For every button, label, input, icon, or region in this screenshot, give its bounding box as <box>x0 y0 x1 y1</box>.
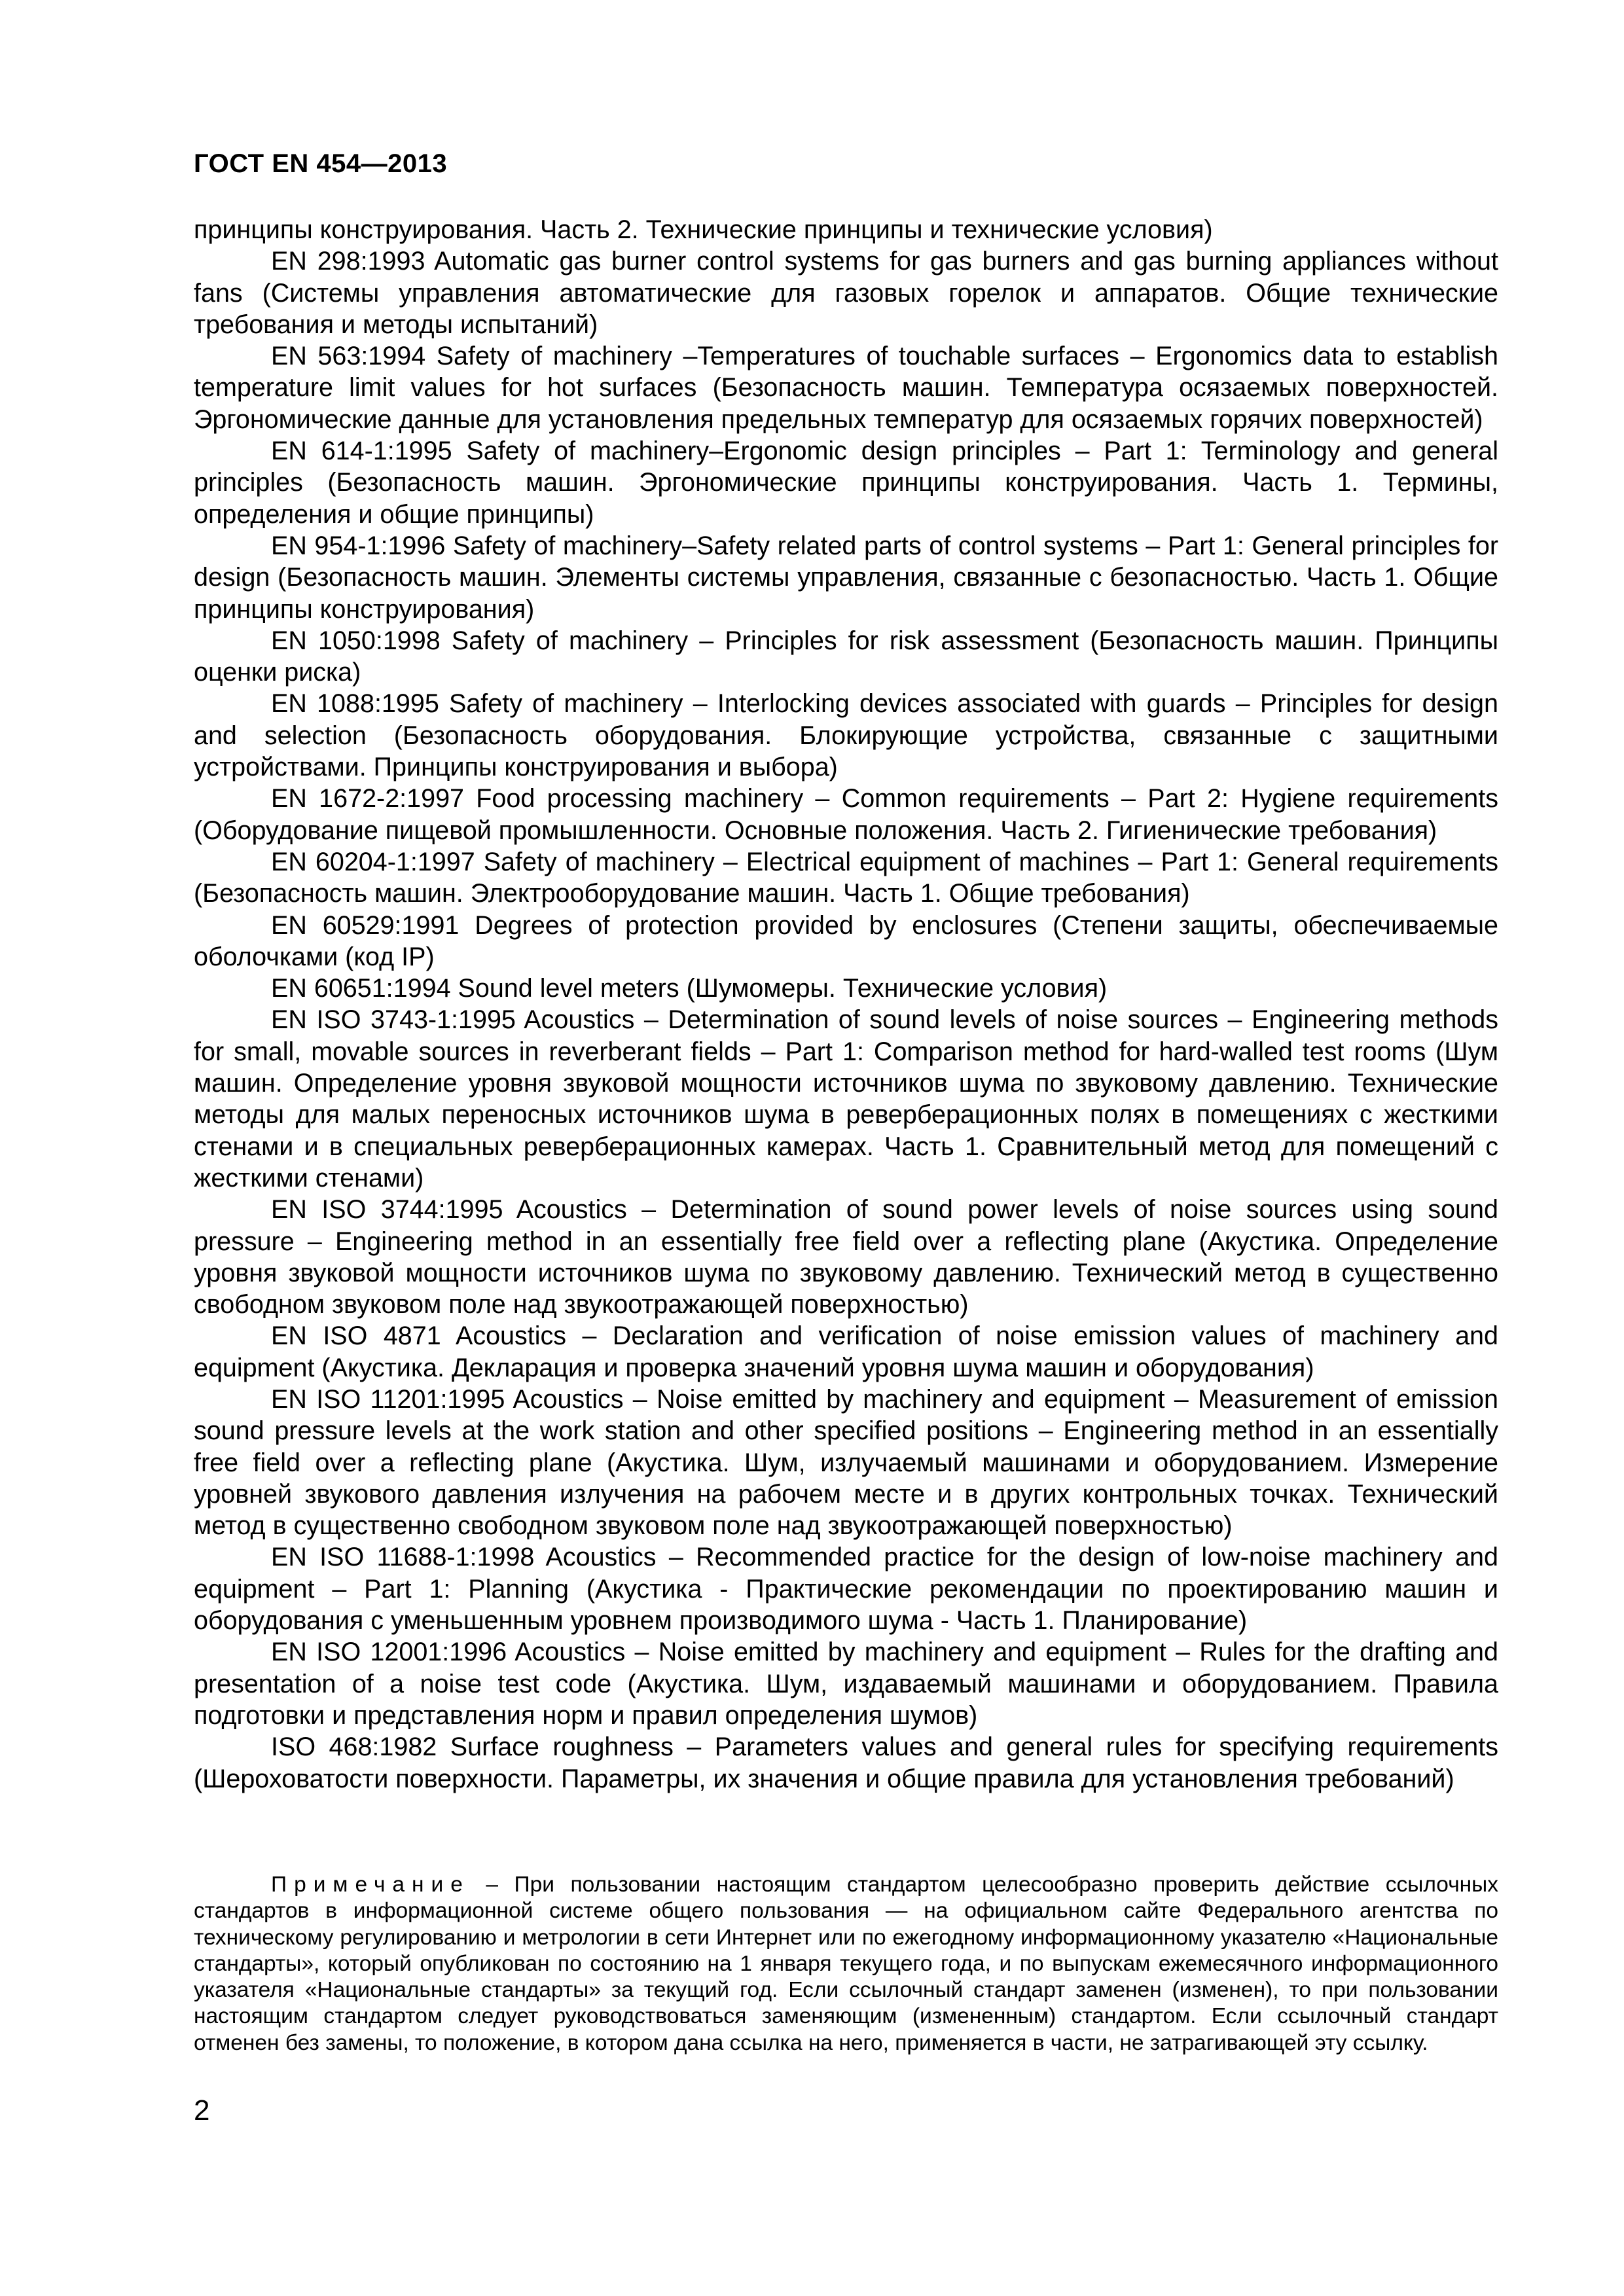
reference-en-iso-12001: EN ISO 12001:1996 Acoustics – Noise emitted by machinery and equipment – Rules for the drafting and presentation of a noise test code (Акустика. Шум, издаваемый машинами и оборудованием. Правила подготовки и представления норм и правил определения шумов) <box>194 1638 1498 1730</box>
note-paragraph <box>194 1872 1498 2056</box>
reference-en-iso-11688-1: EN ISO 11688-1:1998 Acoustics – Recommended practice for the design of low-noise machinery and equipment – Part 1: Planning (Акустика - Практические рекомендации по проектированию машин и оборудования с уменьшенным уровнем производимого шума - Часть 1. Планирование) <box>194 1543 1498 1636</box>
document-header: ГОСТ EN 454—2013 <box>194 149 448 178</box>
page-number: 2 <box>194 2094 210 2126</box>
reference-en-60651: EN 60651:1994 Sound level meters (Шумомеры. Технические условия) <box>271 974 1108 1003</box>
reference-en-iso-3743-1: EN ISO 3743-1:1995 Acoustics – Determination of sound levels of noise sources – Engineering methods for small, movable sources in reverberant fields – Part 1: Comparison method for hard-walled test rooms (Шум машин. Определение уровня звуковой мощности источников шума по звуковому давлению. Технические методы для малых переносных источников шума в реверберационных полях в помещениях с жесткими стенами и в специальных реверберационных камерах. Часть 1. Сравнительный метод для помещений с жесткими стенами) <box>194 1005 1498 1193</box>
reference-en-563: EN 563:1994 Safety of machinery –Temperatures of touchable surfaces – Ergonomics data to establish temperature limit values for hot surfaces (Безопасность машин. Температура осязаемых поверхностей. Эргономические данные для установления предельных температур для осязаемых горячих поверхностей) <box>194 342 1498 434</box>
reference-continuation: принципы конструирования. Часть 2. Технические принципы и технические условия) <box>194 215 1213 244</box>
note-label: Примечание <box>271 1873 470 1897</box>
reference-en-298: EN 298:1993 Automatic gas burner control systems for gas burners and gas burning appliances without fans (Системы управления автоматические для газовых горелок и аппаратов. Общие технические требования и методы испытаний) <box>194 247 1498 339</box>
note-block <box>194 1872 1498 2056</box>
reference-en-iso-4871: EN ISO 4871 Acoustics – Declaration and verification of noise emission values of machinery and equipment (Акустика. Декларация и проверка значений уровня шума машин и оборудования) <box>194 1321 1498 1382</box>
reference-en-60204-1: EN 60204-1:1997 Safety of machinery – Electrical equipment of machines – Part 1: General requirements (Безопасность машин. Электрооборудование машин. Часть 1. Общие требования) <box>194 847 1498 908</box>
reference-iso-468: ISO 468:1982 Surface roughness – Parameters values and general rules for specifying requirements (Шероховатости поверхности. Параметры, их значения и общие правила для установления требований) <box>194 1732 1498 1793</box>
reference-en-iso-11201: EN ISO 11201:1995 Acoustics – Noise emitted by machinery and equipment – Measurement of emission sound pressure levels at the work station and other specified positions – Engineering method in an essentially free field over a reflecting plane (Акустика. Шум, излучаемый машинами и оборудованием. Измерение уровней звукового давления излучения на рабочем месте и в других контрольных точках. Технический метод в существенно свободном звуковом поле над звукоотражающей поверхностью) <box>194 1384 1498 1541</box>
reference-en-60529: EN 60529:1991 Degrees of protection provided by enclosures (Степени защиты, обеспечиваемые оболочками (код IP) <box>194 910 1498 971</box>
reference-en-614-1: EN 614-1:1995 Safety of machinery–Ergonomic design principles – Part 1: Terminology and general principles (Безопасность машин. Эргономические принципы конструирования. Часть 1. Термины, определения и общие принципы) <box>194 437 1498 529</box>
normative-references-list <box>194 214 1498 1795</box>
reference-en-iso-3744: EN ISO 3744:1995 Acoustics – Determination of sound power levels of noise sources using sound pressure – Engineering method in an essentially free field over a reflecting plane (Акустика. Определение уровня звуковой мощности источников шума по звуковому давлению. Технический метод в существенно свободном звуковом поле над звукоотражающей поверхностью) <box>194 1195 1498 1319</box>
note-text: – При пользовании настоящим стандартом целесообразно проверить действие ссылочных стандартов в информационной системе общего пользования — на официальном сайте Федерального агентства по техническому регулированию и метрологии в сети Интернет или по ежегодному информационному указателю «Национальные стандарты», который опубликован по состоянию на 1 января текущего года, и по выпускам ежемесячного информационного указателя «Национальные стандарты» за текущий год. Если ссылочный стандарт заменен (изменен), то при пользовании настоящим стандартом следует руководствоваться заменяющим (измененным) стандартом. Если ссылочный стандарт отменен без замены, то положение, в котором дана ссылка на него, применяется в части, не затрагивающей эту ссылку. <box>194 1873 1498 2055</box>
reference-en-1672-2: EN 1672-2:1997 Food processing machinery – Common requirements – Part 2: Hygiene requirements (Оборудование пищевой промышленности. Основные положения. Часть 2. Гигиенические требования) <box>194 784 1498 845</box>
reference-en-1050: EN 1050:1998 Safety of machinery – Principles for risk assessment (Безопасность машин. Принципы оценки риска) <box>194 626 1498 687</box>
reference-en-1088: EN 1088:1995 Safety of machinery – Interlocking devices associated with guards – Principles for design and selection (Безопасность оборудования. Блокирующие устройства, связанные с защитными устройствами. Принципы конструирования и выбора) <box>194 689 1498 782</box>
reference-en-954-1: EN 954-1:1996 Safety of machinery–Safety related parts of control systems – Part 1: General principles for design (Безопасность машин. Элементы системы управления, связанные с безопасностью. Часть 1. Общие принципы конструирования) <box>194 531 1498 624</box>
